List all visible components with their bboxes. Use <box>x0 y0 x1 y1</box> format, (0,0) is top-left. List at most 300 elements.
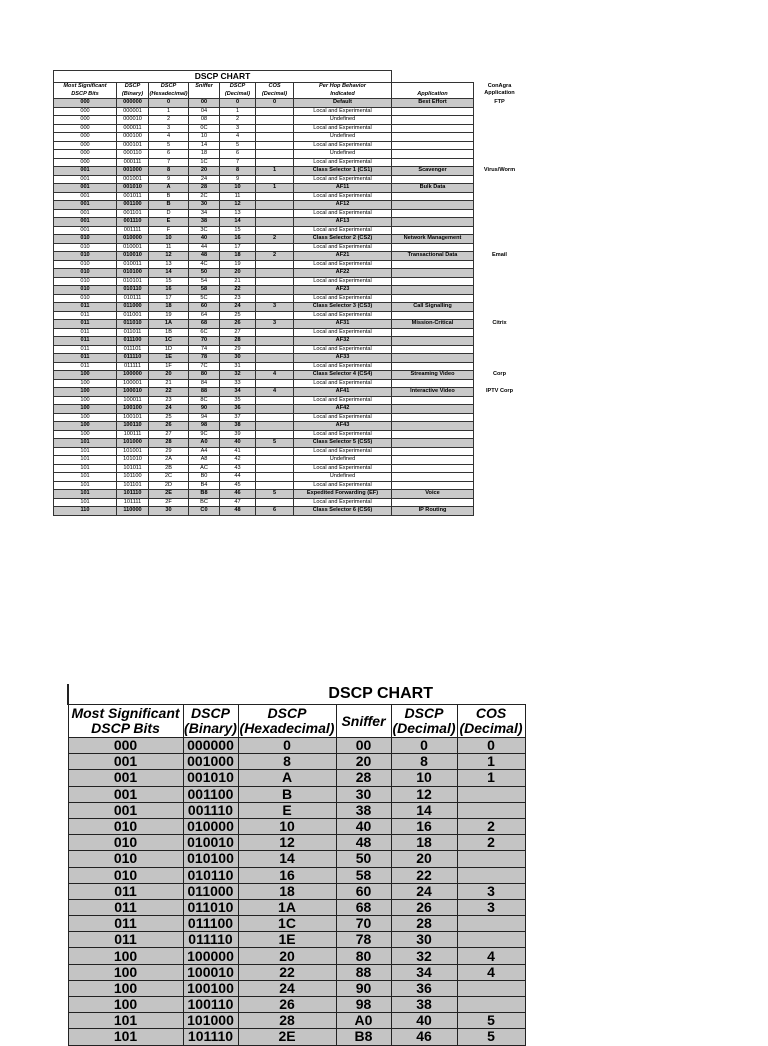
table-row <box>54 439 526 448</box>
table-cell: 001111 <box>117 226 149 235</box>
table-cell: 011 <box>54 337 117 346</box>
column-header: DSCP (Decimal) <box>220 83 256 99</box>
table-cell: Transactional Data <box>392 252 474 261</box>
side-application <box>474 396 526 405</box>
table-cell: 001110 <box>117 218 149 227</box>
side-application <box>474 150 526 159</box>
table-cell: 000100 <box>117 133 149 142</box>
table-cell: 00 <box>336 738 391 754</box>
table-cell <box>256 150 294 159</box>
table-cell: 3 <box>457 883 525 899</box>
table-cell: Best Effort <box>392 99 474 108</box>
table-cell: 000101 <box>117 141 149 150</box>
side-header: ConAgra Application <box>474 83 526 99</box>
side-application <box>474 116 526 125</box>
table-cell: Local and Experimental <box>294 481 392 490</box>
table-row <box>54 413 526 422</box>
table-cell: 4 <box>457 964 525 980</box>
table-cell <box>256 133 294 142</box>
table-cell: 44 <box>220 473 256 482</box>
table-cell: 011010 <box>183 899 238 915</box>
table-cell: 34 <box>189 209 220 218</box>
table-cell: Local and Experimental <box>294 243 392 252</box>
table-cell: 2 <box>457 835 525 851</box>
table-row <box>54 473 526 482</box>
table-cell: 2 <box>256 235 294 244</box>
table-cell: IP Routing <box>392 507 474 516</box>
table-cell: 000110 <box>117 150 149 159</box>
table-cell: 1B <box>149 328 189 337</box>
table-cell: 000111 <box>117 158 149 167</box>
table-cell: Class Selector 5 (CS5) <box>294 439 392 448</box>
table-cell: 2A <box>149 456 189 465</box>
table-cell: 010 <box>54 243 117 252</box>
side-application <box>474 328 526 337</box>
table-cell: AF42 <box>294 405 392 414</box>
side-application: FTP <box>474 99 526 108</box>
table-cell: 001 <box>54 209 117 218</box>
table-cell: Local and Experimental <box>294 141 392 150</box>
table-row <box>54 158 526 167</box>
table-cell: 29 <box>149 447 189 456</box>
table-cell: 12 <box>220 201 256 210</box>
table-cell: 101100 <box>117 473 149 482</box>
table-cell: 2 <box>457 818 525 834</box>
table-cell: 010110 <box>117 286 149 295</box>
table-cell: 001110 <box>183 802 238 818</box>
table-row <box>54 192 526 201</box>
column-header: COS (Decimal) <box>256 83 294 99</box>
side-application <box>474 269 526 278</box>
table-row <box>54 396 526 405</box>
table-cell: 0 <box>220 99 256 108</box>
table-cell: 3 <box>457 899 525 915</box>
table-cell: 4 <box>256 388 294 397</box>
table-row <box>54 175 526 184</box>
table-cell: 2D <box>149 481 189 490</box>
table-cell: 0 <box>238 738 336 754</box>
table-cell <box>392 422 474 431</box>
table-cell <box>392 396 474 405</box>
table-cell: 001 <box>54 184 117 193</box>
table-cell: 8 <box>238 754 336 770</box>
table-cell <box>392 464 474 473</box>
table-cell: 8 <box>220 167 256 176</box>
table-cell: 58 <box>189 286 220 295</box>
table-cell: 1D <box>149 345 189 354</box>
table-cell: 001 <box>54 192 117 201</box>
table-cell: 41 <box>220 447 256 456</box>
table-cell: 32 <box>391 948 457 964</box>
table-cell: 1C <box>238 916 336 932</box>
table-cell: B <box>238 786 336 802</box>
side-application <box>474 226 526 235</box>
table-cell: 1 <box>149 107 189 116</box>
table-cell: Local and Experimental <box>294 277 392 286</box>
table-cell <box>392 107 474 116</box>
table-cell: 48 <box>336 835 391 851</box>
table-cell: 3 <box>220 124 256 133</box>
table-cell: AF11 <box>294 184 392 193</box>
table-cell: AF23 <box>294 286 392 295</box>
side-application <box>474 124 526 133</box>
table-cell <box>392 413 474 422</box>
table-cell: 30 <box>189 201 220 210</box>
table-cell <box>256 124 294 133</box>
table-row <box>68 899 525 915</box>
table-cell <box>392 354 474 363</box>
chart-title: DSCP CHART <box>68 684 525 705</box>
table-cell: 100101 <box>117 413 149 422</box>
table-cell: 100100 <box>117 405 149 414</box>
table-row <box>54 260 526 269</box>
table-cell: 001 <box>54 201 117 210</box>
table-cell: 100000 <box>117 371 149 380</box>
table-cell: 58 <box>336 867 391 883</box>
table-cell: B4 <box>189 481 220 490</box>
table-cell: 8 <box>391 754 457 770</box>
table-cell: 001 <box>54 167 117 176</box>
table-cell: AF12 <box>294 201 392 210</box>
table-cell: 17 <box>149 294 189 303</box>
table-cell: 10 <box>220 184 256 193</box>
table-cell: 30 <box>391 932 457 948</box>
table-cell: 14 <box>189 141 220 150</box>
table-cell: 011000 <box>183 883 238 899</box>
table-cell: Class Selector 4 (CS4) <box>294 371 392 380</box>
side-application <box>474 405 526 414</box>
table-cell: 101 <box>68 1029 183 1045</box>
table-cell: 11 <box>220 192 256 201</box>
table-cell: 40 <box>220 439 256 448</box>
table-cell: 011 <box>54 362 117 371</box>
table-cell: D <box>149 209 189 218</box>
table-cell <box>457 802 525 818</box>
table-cell <box>256 192 294 201</box>
table-cell: 19 <box>149 311 189 320</box>
table-cell: 000 <box>54 150 117 159</box>
table-cell: Bulk Data <box>392 184 474 193</box>
table-row <box>68 1029 525 1045</box>
table-cell: 80 <box>336 948 391 964</box>
table-cell: 94 <box>189 413 220 422</box>
table-cell: 80 <box>189 371 220 380</box>
table-cell: 9 <box>149 175 189 184</box>
table-cell: 010 <box>68 835 183 851</box>
table-cell: 011111 <box>117 362 149 371</box>
table-cell: 001001 <box>117 175 149 184</box>
table-cell: 1E <box>149 354 189 363</box>
table-cell: Undefined <box>294 150 392 159</box>
table-cell: 28 <box>220 337 256 346</box>
side-application <box>474 362 526 371</box>
table-cell: 34 <box>220 388 256 397</box>
table-cell <box>392 158 474 167</box>
table-cell <box>392 201 474 210</box>
table-cell: 84 <box>189 379 220 388</box>
table-cell: 9C <box>189 430 220 439</box>
table-cell <box>256 209 294 218</box>
table-cell: 101000 <box>183 1013 238 1029</box>
table-cell: B <box>149 192 189 201</box>
table-cell: 15 <box>149 277 189 286</box>
table-cell: 12 <box>149 252 189 261</box>
table-cell: 010 <box>54 269 117 278</box>
side-application <box>474 498 526 507</box>
table-row <box>68 948 525 964</box>
table-cell: 011 <box>54 345 117 354</box>
table-cell: 100010 <box>183 964 238 980</box>
table-cell: 36 <box>220 405 256 414</box>
table-cell: 25 <box>220 311 256 320</box>
table-cell: 100 <box>68 948 183 964</box>
table-cell: 39 <box>220 430 256 439</box>
table-cell: Class Selector 3 (CS3) <box>294 303 392 312</box>
table-cell: 100010 <box>117 388 149 397</box>
table-cell: 14 <box>238 851 336 867</box>
table-cell: 001101 <box>117 209 149 218</box>
table-cell: B8 <box>189 490 220 499</box>
side-application <box>474 337 526 346</box>
table-cell: 100 <box>54 379 117 388</box>
table-cell: 100110 <box>183 997 238 1013</box>
table-row <box>54 405 526 414</box>
column-header: DSCP (Binary) <box>184 705 237 736</box>
title-blank <box>474 71 526 83</box>
table-cell: 000 <box>54 99 117 108</box>
table-cell: 20 <box>220 269 256 278</box>
table-cell: 10 <box>189 133 220 142</box>
table-cell: 100 <box>54 405 117 414</box>
table-cell: 1C <box>189 158 220 167</box>
table-cell: Local and Experimental <box>294 498 392 507</box>
table-cell <box>256 243 294 252</box>
table-cell: 44 <box>189 243 220 252</box>
table-cell: 3 <box>256 303 294 312</box>
table-cell: 000 <box>68 738 183 754</box>
table-cell: 08 <box>189 116 220 125</box>
title-blank <box>392 71 474 83</box>
side-application <box>474 209 526 218</box>
table-cell: 17 <box>220 243 256 252</box>
table-cell: 7 <box>220 158 256 167</box>
table-cell: 010010 <box>117 252 149 261</box>
table-cell: 1C <box>149 337 189 346</box>
table-cell: Local and Experimental <box>294 209 392 218</box>
table-cell: 26 <box>220 320 256 329</box>
table-cell <box>392 150 474 159</box>
side-application <box>474 294 526 303</box>
table-cell: 04 <box>189 107 220 116</box>
side-application <box>474 218 526 227</box>
table-cell <box>256 158 294 167</box>
table-cell: 1F <box>149 362 189 371</box>
table-cell: 011010 <box>117 320 149 329</box>
table-cell: 100110 <box>117 422 149 431</box>
table-cell: 10 <box>149 235 189 244</box>
table-cell: 24 <box>238 980 336 996</box>
table-cell <box>392 405 474 414</box>
column-header: Per Hop Behavior Indicated <box>294 83 392 99</box>
side-application <box>474 192 526 201</box>
table-cell: 40 <box>189 235 220 244</box>
table-cell: 2E <box>238 1029 336 1045</box>
table-cell: 4C <box>189 260 220 269</box>
table-cell: 010111 <box>117 294 149 303</box>
table-cell: AC <box>189 464 220 473</box>
table-cell: 60 <box>189 303 220 312</box>
table-row <box>68 932 525 948</box>
table-cell: Local and Experimental <box>294 464 392 473</box>
table-cell: 46 <box>391 1029 457 1045</box>
table-cell: 90 <box>336 980 391 996</box>
table-row <box>54 388 526 397</box>
table-cell <box>392 345 474 354</box>
table-row <box>54 456 526 465</box>
table-cell: 000000 <box>117 99 149 108</box>
table-cell: 14 <box>391 802 457 818</box>
table-cell: 100011 <box>117 396 149 405</box>
table-row <box>68 916 525 932</box>
table-cell <box>256 311 294 320</box>
table-cell: 37 <box>220 413 256 422</box>
table-cell: 000011 <box>117 124 149 133</box>
table-cell: 100111 <box>117 430 149 439</box>
table-row <box>54 490 526 499</box>
table-cell <box>457 916 525 932</box>
table-row <box>68 802 525 818</box>
table-row <box>54 252 526 261</box>
table-cell: 54 <box>189 277 220 286</box>
table-cell: 68 <box>336 899 391 915</box>
table-cell: 23 <box>149 396 189 405</box>
table-cell: 33 <box>220 379 256 388</box>
table-cell <box>256 218 294 227</box>
table-cell: Voice <box>392 490 474 499</box>
table-cell: 5 <box>256 439 294 448</box>
table-cell: 7 <box>149 158 189 167</box>
dscp-table-full <box>53 70 526 516</box>
table-cell: 011100 <box>117 337 149 346</box>
table-row <box>54 447 526 456</box>
side-application <box>474 473 526 482</box>
table-cell: 101 <box>54 481 117 490</box>
table-cell: 001 <box>68 770 183 786</box>
table-row <box>54 201 526 210</box>
side-application <box>474 286 526 295</box>
table-cell: 010 <box>54 286 117 295</box>
table-cell <box>392 286 474 295</box>
table-cell: 16 <box>391 818 457 834</box>
table-cell <box>392 175 474 184</box>
side-application <box>474 430 526 439</box>
table-cell <box>392 362 474 371</box>
side-application <box>474 303 526 312</box>
table-cell: 40 <box>336 818 391 834</box>
table-row <box>54 464 526 473</box>
table-cell <box>256 396 294 405</box>
table-cell <box>392 481 474 490</box>
table-cell <box>256 354 294 363</box>
table-row <box>68 770 525 786</box>
column-header: DSCP (Hexadecimal) <box>149 83 188 97</box>
table-cell: 011 <box>54 354 117 363</box>
table-cell: 101 <box>54 498 117 507</box>
table-cell: 22 <box>149 388 189 397</box>
table-cell: Default <box>294 99 392 108</box>
side-application <box>474 354 526 363</box>
table-cell: 000010 <box>117 116 149 125</box>
table-cell: 88 <box>189 388 220 397</box>
table-cell <box>392 260 474 269</box>
table-cell: 010110 <box>183 867 238 883</box>
table-cell: 42 <box>220 456 256 465</box>
table-row <box>54 124 526 133</box>
table-row <box>54 481 526 490</box>
table-cell: Local and Experimental <box>294 328 392 337</box>
table-cell: AF41 <box>294 388 392 397</box>
table-row <box>68 964 525 980</box>
table-cell: 5C <box>189 294 220 303</box>
side-application <box>474 481 526 490</box>
table-cell: 110000 <box>117 507 149 516</box>
table-cell: 010 <box>54 277 117 286</box>
table-row <box>54 303 526 312</box>
table-row <box>54 422 526 431</box>
table-row <box>54 345 526 354</box>
table-cell <box>392 243 474 252</box>
table-cell: 27 <box>149 430 189 439</box>
table-cell: 000001 <box>117 107 149 116</box>
table-cell: 011 <box>54 303 117 312</box>
table-cell: 100001 <box>117 379 149 388</box>
table-cell: 22 <box>391 867 457 883</box>
table-cell: 29 <box>220 345 256 354</box>
side-application <box>474 447 526 456</box>
table-cell: 0 <box>149 99 189 108</box>
table-cell: 28 <box>238 1013 336 1029</box>
table-row <box>54 294 526 303</box>
table-cell <box>256 413 294 422</box>
table-cell: 5 <box>220 141 256 150</box>
table-cell: AF13 <box>294 218 392 227</box>
table-cell: 001 <box>54 175 117 184</box>
table-cell: Local and Experimental <box>294 175 392 184</box>
table-cell <box>256 430 294 439</box>
table-cell: 011 <box>68 932 183 948</box>
table-cell <box>457 997 525 1013</box>
table-row <box>68 786 525 802</box>
table-cell: 1 <box>256 167 294 176</box>
table-cell: 18 <box>220 252 256 261</box>
table-cell <box>256 226 294 235</box>
table-cell: 21 <box>220 277 256 286</box>
table-cell: 50 <box>189 269 220 278</box>
table-cell: B0 <box>189 473 220 482</box>
table-cell: 011011 <box>117 328 149 337</box>
table-cell: 26 <box>391 899 457 915</box>
table-row <box>54 277 526 286</box>
table-cell: 6C <box>189 328 220 337</box>
table-cell: 2 <box>256 252 294 261</box>
table-cell <box>256 141 294 150</box>
table-cell: 011100 <box>183 916 238 932</box>
table-cell: 2B <box>149 464 189 473</box>
table-cell: 010 <box>68 867 183 883</box>
table-cell: 98 <box>336 997 391 1013</box>
column-header: DSCP (Binary) <box>117 83 149 99</box>
table-cell: 8C <box>189 396 220 405</box>
